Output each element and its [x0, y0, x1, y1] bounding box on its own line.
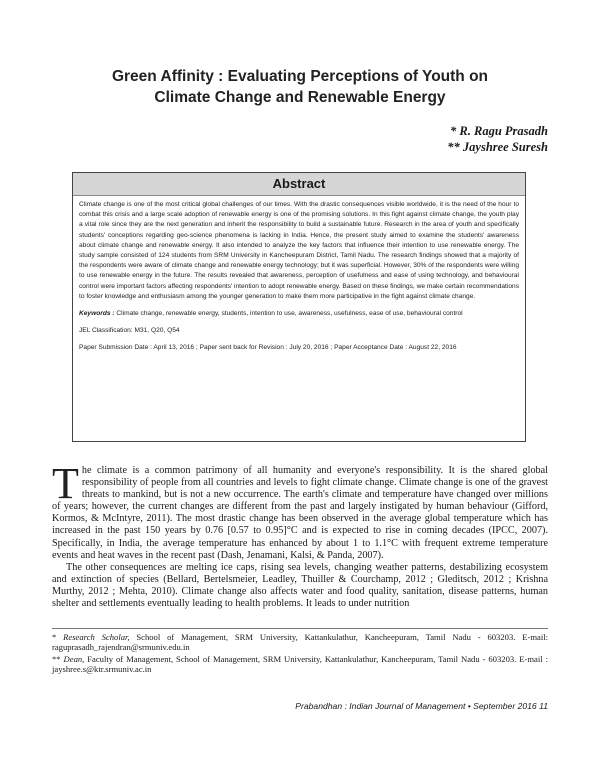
- drop-cap: T: [52, 459, 79, 508]
- paper-title: [40, 66, 560, 108]
- footnote-2-text: Faculty of Management, School of Management, SRM University, Kattankulathur, Kancheepuram, Tamil Nadu - 603203. E-mail : jayshree.s@ktr.srmuniv.ac.in: [52, 653, 548, 675]
- footnote-2-mark: **: [52, 653, 64, 664]
- author-2: ** Jayshree Suresh: [447, 140, 548, 154]
- jel-classification: JEL Classification: M31, Q20, Q54: [79, 327, 180, 335]
- abstract-content: [79, 200, 519, 361]
- page-footer: Prabandhan : Indian Journal of Management • September 2016 11: [295, 701, 548, 711]
- footnote-divider: [52, 628, 548, 629]
- footnote-1-text: School of Management, SRM University, Kattankulathur, Kancheepuram, Tamil Nadu - 603203. E-mail: raguprasadh_rajendran@srmuniv.edu.in: [52, 632, 548, 653]
- body-paragraph-1-text: he climate is a common patrimony of all humanity and everyone's responsibility. It is the shared global responsibility of people from all countries and levels to fight climate change. Climate change is one of the gravest threats to mankind, but is not a new occurrence. The earth's climate and temperature have changed over millions of years; however, the current changes are different from the past and largely instigated by human behaviour (Gifford, Kormos, & McIntyre, 2011). The most drastic change has been observed in the average global temperature which has increased in the past 150 years by 0.76 [0.57 to 0.95]°C and is expected to rise in coming decades (IPCC, 2007). Specifically, in India, the average temperature has enhanced by about 1 to 1.1°C with frequent extreme temperature events and heat waves in the recent past (Dash, Jenamani, Kalsi, & Panda, 2007).: [52, 465, 548, 561]
- main-body-text: [52, 459, 548, 610]
- footnotes: [52, 632, 548, 676]
- author-block: [447, 123, 548, 155]
- footnote-2: [52, 654, 548, 675]
- title-line-1: Green Affinity : Evaluating Perceptions of Youth on: [111, 68, 489, 85]
- author-1: * R. Ragu Prasadh: [450, 124, 548, 138]
- footnote-1-mark: *: [52, 632, 64, 642]
- body-paragraph-2: The other consequences are melting ice caps, rising sea levels, changing weather patterns, destabilizing ecosystem and extinction of species (Bellard, Bertelsmeier, Leadley, Thuiller & Courchamp, 2012 ; Gleditsch, 2012 ; Krishna Murthy, 2012 ; Mehta, 2010). Climate change also affects water and food quality, sanitation, disease patterns, human shelter and settlements eventually leading to health problems. It leads to under nutrition: [52, 561, 548, 610]
- footnote-2-role: Dean,: [63, 653, 85, 664]
- abstract-box: [72, 172, 526, 442]
- body-paragraph-1: [52, 459, 548, 562]
- abstract-heading: Abstract: [73, 173, 525, 196]
- keywords-line: [79, 309, 519, 319]
- keywords-label: Keywords :: [79, 310, 115, 318]
- footnote-1: [52, 632, 548, 653]
- abstract-text: Climate change is one of the most critical global challenges of our times. With the drastic consequences visible worldwide, it is the need of the hour to combat this crisis and a large scale adoption of renewable energy is one of the promising solutions. In this fight against climate change, the youth play a vital role since they are the next generation and inherit the responsibility to build a sustainable future. Research in the area of youth and specifically students' conceptions regarding geo-science phenomena is lacking in India. Hence, the present study aimed to examine the students' awareness about climate change and renewable energy. It also intended to analyze the key factors that influence their intention to use renewable energy. The study sample consisted of 124 students from SRM University in Kancheepuram District, Tamil Nadu. The research findings showed that a majority of the respondents were aware of climate change and renewable energy technology; but it was superficial. However, 30% of the respondents were willing to use renewable energy in the future. The results revealed that awareness, perception of usefulness and ease of using technology, and behavioural control were important factors affecting respondents' intention to adopt renewable energy. Based on these findings, we make certain recommendations to foster knowledge and enthusiasm among the younger generation to make them more participative in the fight against climate change.: [79, 201, 519, 300]
- title-line-2: Climate Change and Renewable Energy: [154, 89, 446, 106]
- keywords-text: Climate change, renewable energy, students, intention to use, awareness, usefulness, ease of use, behavioural control: [114, 310, 463, 318]
- paper-dates: Paper Submission Date : April 13, 2016 ; Paper sent back for Revision : July 20, 2016 ; Paper Acceptance Date : August 22, 2016: [79, 344, 457, 352]
- footnote-1-role: Research Scholar,: [63, 632, 130, 642]
